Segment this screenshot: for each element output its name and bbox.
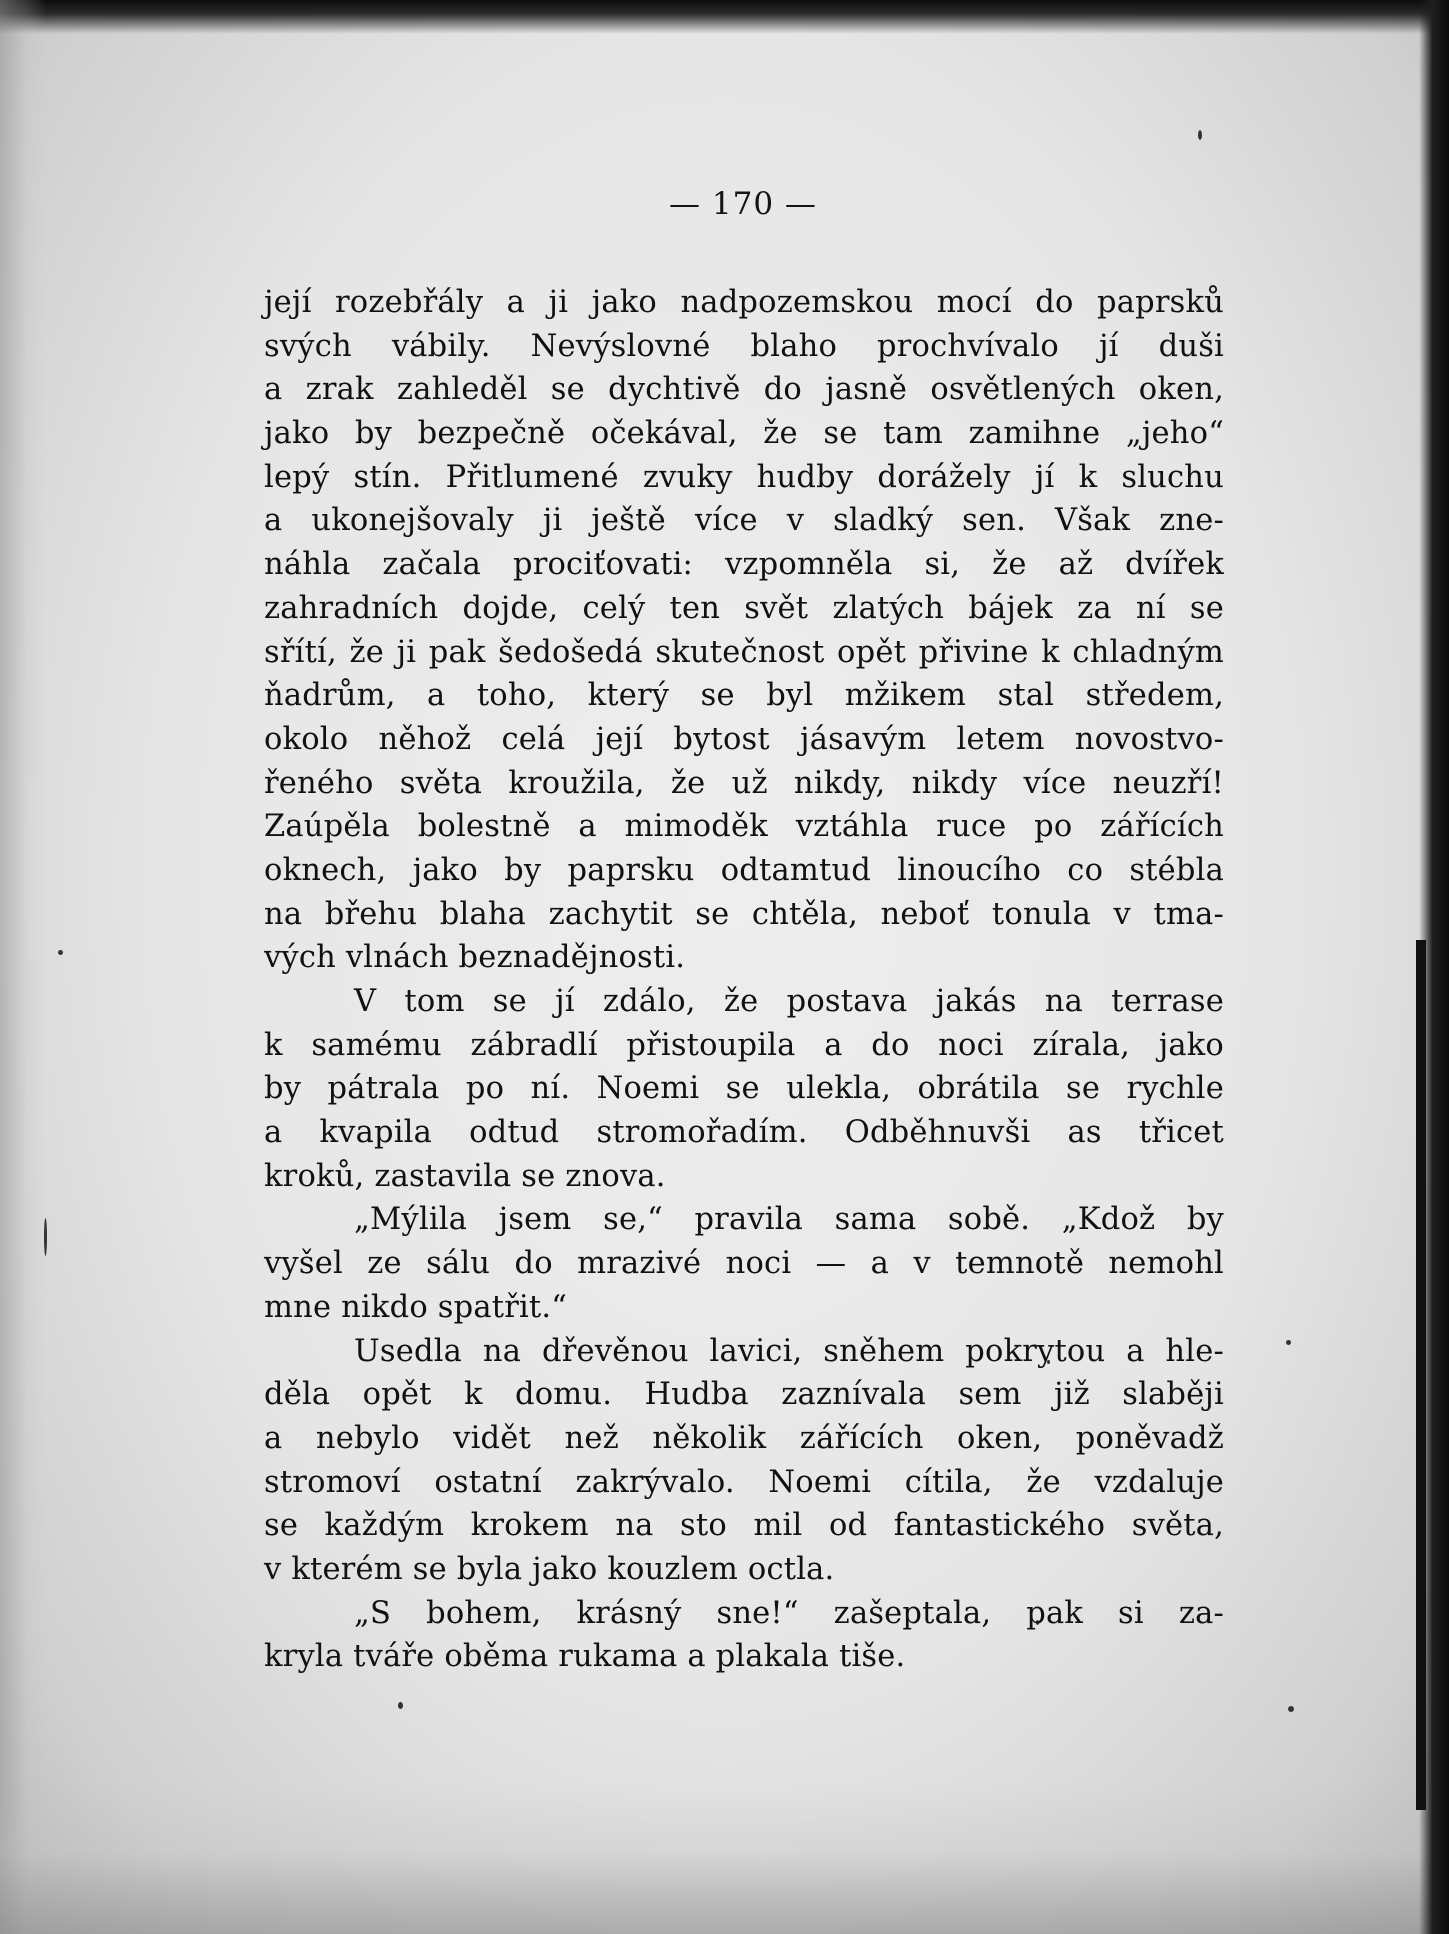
body-text — [264, 281, 1224, 1679]
text-line: sřítí, že ji pak šedošedá skutečnost opět přivine k chladným — [264, 634, 1224, 670]
text-line: okolo něhož celá její bytost jásavým letem novostvo- — [264, 721, 1224, 757]
text-line: Usedla na dřevěnou lavici, sněhem pokrytou a hle- — [354, 1333, 1224, 1369]
text-line: jako by bezpečně očekával, že se tam zamihne „jeho“ — [264, 416, 1224, 452]
text-line: lepý stín. Přitlumené zvuky hudby dorážely jí k sluchu — [264, 459, 1224, 495]
text-line: vyšel ze sálu do mrazivé noci — a v temnotě nemohl — [264, 1246, 1224, 1282]
text-line: Zaúpěla bolestně a mimoděk vztáhla ruce po zářících — [264, 809, 1224, 845]
text-line: V tom se jí zdálo, že postava jakás na terrase — [354, 984, 1224, 1019]
text-line: kroků, zastavila se znova. — [264, 1158, 666, 1194]
text-line: oknech, jako by paprsku odtamtud linoucího co stébla — [264, 852, 1224, 888]
text-line: svých vábily. Nevýslovné blaho prochvívalo jí duši — [264, 328, 1224, 364]
text-line: náhla začala prociťovati: vzpomněla si, že až dvířek — [264, 547, 1224, 583]
text-line: by pátrala po ní. Noemi se ulekla, obrátila se rychle — [264, 1071, 1224, 1107]
dust-speck — [398, 1702, 403, 1709]
dust-speck — [1198, 130, 1202, 140]
text-line: a kvapila odtud stromořadím. Odběhnuvši as třicet — [264, 1115, 1224, 1151]
text-line: děla opět k domu. Hudba zaznívala sem již slaběji — [264, 1377, 1224, 1413]
text-line: zahradních dojde, celý ten svět zlatých bájek za ní se — [264, 590, 1224, 626]
text-line: vých vlnách beznadějnosti. — [264, 940, 686, 976]
left-shadow-edge — [0, 0, 46, 1934]
text-line: se každým krokem na sto mil od fantastického světa, — [264, 1508, 1224, 1544]
text-line: „S bohem, krásný sne!“ zašeptala, pak si za- — [354, 1595, 1224, 1631]
text-line: kryla tváře oběma rukama a plakala tiše. — [264, 1639, 906, 1675]
text-line: v kterém se byla jako kouzlem octla. — [264, 1551, 835, 1587]
dust-speck — [1288, 1706, 1294, 1712]
dust-speck — [1286, 1340, 1291, 1345]
dust-speck — [58, 950, 63, 955]
text-line: a ukonejšovaly ji ještě více v sladký sen. Však zne- — [264, 503, 1224, 539]
text-line: na břehu blaha zachytit se chtěla, neboť tonula v tma- — [264, 896, 1224, 932]
text-line: její rozebřály a ji jako nadpozemskou mocí do paprsků — [264, 285, 1224, 320]
page-number: — 170 — — [669, 186, 817, 222]
top-shadow-edge — [0, 0, 1449, 34]
bottom-shadow-edge — [0, 1784, 1449, 1934]
text-line: k samému zábradlí přistoupila a do noci zírala, jako — [264, 1027, 1224, 1063]
text-line: stromoví ostatní zakrývalo. Noemi cítila, že vzdaluje — [264, 1464, 1224, 1500]
text-line: a nebylo vidět než několik zářících oken, poněvadž — [264, 1420, 1224, 1456]
text-line: řeného světa kroužila, že už nikdy, nikdy více neuzří! — [264, 765, 1224, 801]
text-line: „Mýlila jsem se,“ pravila sama sobě. „Kdož by — [354, 1202, 1224, 1238]
dust-speck — [44, 1218, 47, 1256]
text-line: mne nikdo spatřit.“ — [264, 1289, 568, 1325]
right-binding-line — [1416, 940, 1426, 1810]
text-line: a zrak zahleděl se dychtivě do jasně osvětlených oken, — [264, 372, 1224, 408]
text-line: ňadrům, a toho, který se byl mžikem stal středem, — [264, 678, 1224, 714]
